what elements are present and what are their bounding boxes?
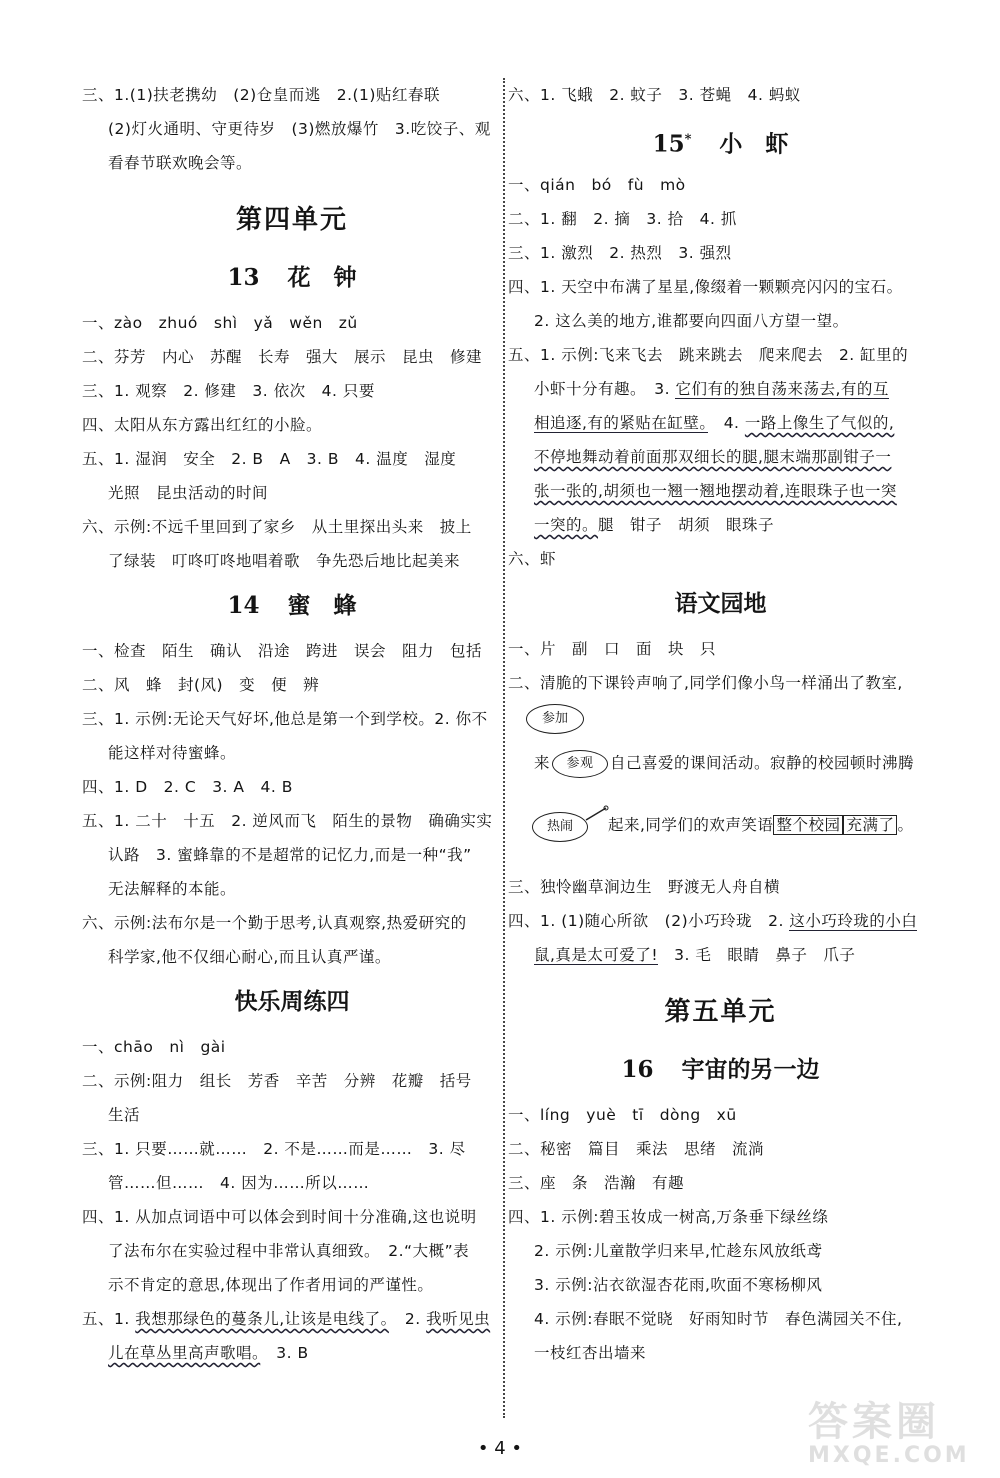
answer-line xyxy=(508,938,933,972)
answer-line: 三、1. 示例:无论天气好坏,他总是第一个到学校。2. 你不 xyxy=(82,710,488,728)
text-fragment: 腿 钳子 胡须 眼珠子 xyxy=(598,516,775,534)
answer-line: 三、1. 观察 2. 修建 3. 依次 4. 只要 xyxy=(82,382,375,400)
word-oval: 参观 xyxy=(552,750,608,778)
answer-line: 六、1. 飞蛾 2. 蚊子 3. 苍蝇 4. 蚂蚁 xyxy=(508,86,801,104)
answer-line xyxy=(82,1302,502,1336)
watermark-logo-text: 答案圈 xyxy=(808,1399,940,1445)
text-fragment: 。 xyxy=(897,816,914,834)
answer-line: 2. 这么美的地方,谁都要向四面八方望一望。 xyxy=(534,312,849,330)
answer-line: 六、示例:不远千里回到了家乡 从土里探出头来 披上 xyxy=(82,518,472,536)
column-divider xyxy=(503,78,505,1418)
answer-line: 四、1. D 2. C 3. A 4. B xyxy=(82,778,293,796)
text-fragment: 起来,同学们的欢声笑语 xyxy=(608,816,774,834)
lesson-number: 13 xyxy=(227,264,260,291)
intro-line: 三、1.(1)扶老携幼 (2)仓皇而逃 2.(1)贴红春联 xyxy=(82,86,440,104)
text-fragment: 五、1. xyxy=(82,1310,136,1328)
answer-line: 六、虾 xyxy=(508,550,557,568)
answer-line: 六、示例:法布尔是一个勤于思考,认真观察,热爱研究的 xyxy=(82,914,467,932)
answer-line: 五、1. 示例:飞来飞去 跳来跳去 爬来爬去 2. 缸里的 xyxy=(508,346,909,364)
answer-line: 一、líng yuè tī dòng xū xyxy=(508,1106,737,1124)
lesson-number: 14 xyxy=(227,592,260,619)
watermark-url: MXQE.COM xyxy=(808,1443,970,1468)
answer-line: 一、zào zhuó shì yǎ wěn zǔ xyxy=(82,314,358,332)
connector-mark xyxy=(584,804,610,824)
text-fragment: 3. B xyxy=(260,1344,309,1362)
answer-line: 二、芬芳 内心 苏醒 长寿 强大 展示 昆虫 修建 xyxy=(82,348,483,366)
underlined-answer: 一突的。 xyxy=(534,516,599,534)
answer-line xyxy=(508,406,933,440)
answer-line: 一、chāo nì gài xyxy=(82,1038,226,1056)
lesson-title: 花 钟 xyxy=(287,264,357,291)
underlined-answer: 相追逐,有的紧贴在缸壁。 xyxy=(534,414,708,432)
text-fragment: 来 xyxy=(534,754,551,772)
answer-line: 二、风 蜂 封(风) 变 便 辨 xyxy=(82,676,320,694)
answer-line: 三、独怜幽草涧边生 野渡无人舟自横 xyxy=(508,878,781,896)
answer-line xyxy=(508,474,933,508)
answer-line: 光照 昆虫活动的时间 xyxy=(108,484,269,502)
text-fragment: 2. xyxy=(388,1310,427,1328)
optional-mark: * xyxy=(684,132,692,147)
underlined-answer: 鼠,真是太可爱了! xyxy=(534,946,659,964)
boxed-word: 充满了 xyxy=(843,815,897,835)
lesson-title: 宇宙的另一边 xyxy=(681,1056,820,1083)
weekly-4-heading: 快乐周练四 xyxy=(234,988,350,1015)
answer-line: 五、1. 湿润 安全 2. B A 3. B 4. 温度 湿度 xyxy=(82,450,457,468)
intro-line: (2)灯火通明、守更待岁 (3)燃放爆竹 3.吃饺子、观 xyxy=(108,120,491,138)
underlined-answer: 不停地舞动着前面那双细长的腿,腿末端那副钳子一 xyxy=(534,448,892,466)
answer-line: 无法解释的本能。 xyxy=(108,880,237,898)
answer-line: 了法布尔在实验过程中非常认真细致。 2.“大概”表 xyxy=(108,1242,470,1260)
answer-line: 了绿装 叮咚叮咚地唱着歌 争先恐后地比起美来 xyxy=(108,552,461,570)
unit-4-title: 第四单元 xyxy=(235,205,348,235)
underlined-answer: 这小巧玲珑的小白 xyxy=(789,912,918,930)
answer-line: 3. 示例:沾衣欲湿杏花雨,吹面不寒杨柳风 xyxy=(534,1276,823,1294)
answer-line xyxy=(508,440,933,474)
answer-line xyxy=(608,808,913,842)
text-fragment: 小虾十分有趣。 3. xyxy=(534,380,676,398)
page-number: • 4 • xyxy=(477,1438,523,1459)
word-choice-diagram xyxy=(508,700,933,870)
text-fragment: 自己喜爱的课间活动。寂静的校园顿时沸腾 xyxy=(610,754,915,772)
lesson-13-heading xyxy=(82,250,502,306)
answer-line xyxy=(82,1336,502,1370)
underlined-answer: 它们有的独自荡来荡去,有的互 xyxy=(675,380,889,398)
answer-line: 三、座 条 浩瀚 有趣 xyxy=(508,1174,685,1192)
lesson-16-heading xyxy=(508,1042,933,1098)
answer-line: 认路 3. 蜜蜂靠的不是超常的记忆力,而是一种“我” xyxy=(108,846,472,864)
answer-line: 一、检查 陌生 确认 沿途 跨进 误会 阻力 包括 xyxy=(82,642,483,660)
answer-line: 四、1. 天空中布满了星星,像缀着一颗颗亮闪闪的宝石。 xyxy=(508,278,903,296)
answer-line xyxy=(508,904,933,938)
lesson-number: 15 xyxy=(652,130,685,158)
answer-line xyxy=(534,746,914,780)
answer-line: 二、1. 翻 2. 摘 3. 拾 4. 抓 xyxy=(508,210,737,228)
answer-line: 科学家,他不仅细心耐心,而且认真严谨。 xyxy=(108,948,391,966)
answer-line: 4. 示例:春眠不觉晓 好雨知时节 春色满园关不住, xyxy=(534,1310,903,1328)
word-oval: 参加 xyxy=(526,704,584,734)
answer-line: 示不肯定的意思,体现出了作者用词的严谨性。 xyxy=(108,1276,434,1294)
answer-line: 一、qián bó fù mò xyxy=(508,176,686,194)
right-column xyxy=(508,78,933,1370)
answer-line: 二、示例:阻力 组长 芳香 辛苦 分辨 花瓣 括号 xyxy=(82,1072,472,1090)
answer-line: 二、清脆的下课铃声响了,同学们像小鸟一样涌出了教室, xyxy=(508,674,903,692)
answer-line: 能这样对待蜜蜂。 xyxy=(108,744,237,762)
site-watermark xyxy=(808,1400,988,1470)
underlined-answer: 儿在草丛里高声歌唱。 xyxy=(108,1344,261,1362)
unit-5-title: 第五单元 xyxy=(664,997,777,1027)
text-fragment: 3. 毛 眼睛 鼻子 爪子 xyxy=(658,946,856,964)
garden-heading: 语文园地 xyxy=(674,590,767,617)
lesson-title: 蜜 蜂 xyxy=(287,592,357,619)
underlined-answer: 我想那绿色的蔓条儿,让该是电线了。 xyxy=(135,1310,389,1328)
intro-line: 看春节联欢晚会等。 xyxy=(108,154,253,172)
lesson-14-heading xyxy=(82,578,502,634)
lesson-title: 小 虾 xyxy=(719,130,789,158)
answer-line: 二、秘密 篇目 乘法 思绪 流淌 xyxy=(508,1140,765,1158)
answer-line: 五、1. 二十 十五 2. 逆风而飞 陌生的景物 确确实实 xyxy=(82,812,493,830)
answer-line: 四、1. 从加点词语中可以体会到时间十分准确,这也说明 xyxy=(82,1208,477,1226)
answer-line: 四、1. 示例:碧玉妆成一树高,万条垂下绿丝绦 xyxy=(508,1208,829,1226)
text-fragment: 四、1. (1)随心所欲 (2)小巧玲珑 2. xyxy=(508,912,790,930)
left-column xyxy=(82,78,502,1370)
answer-line: 一枝红杏出墙来 xyxy=(534,1344,647,1362)
answer-line: 四、太阳从东方露出红红的小脸。 xyxy=(82,416,323,434)
answer-line: 三、1. 激烈 2. 热烈 3. 强烈 xyxy=(508,244,732,262)
underlined-answer: 一路上像生了气似的, xyxy=(744,414,895,432)
word-oval: 热闹 xyxy=(532,812,588,842)
answer-line xyxy=(508,372,933,406)
answer-line: 生活 xyxy=(108,1106,141,1124)
lesson-number: 16 xyxy=(621,1056,654,1083)
answer-line: 三、1. 只要……就…… 2. 不是……而是…… 3. 尽 xyxy=(82,1140,466,1158)
answer-line: 一、片 副 口 面 块 只 xyxy=(508,640,717,658)
underlined-answer: 张一张的,胡须也一翘一翘地摆动着,连眼珠子也一突 xyxy=(534,482,897,500)
answer-line xyxy=(508,508,933,542)
underlined-answer: 我听见虫 xyxy=(426,1310,491,1328)
answer-line: 管……但…… 4. 因为……所以…… xyxy=(108,1174,370,1192)
answer-line: 2. 示例:儿童散学归来早,忙趁东风放纸鸢 xyxy=(534,1242,823,1260)
boxed-word: 整个校园 xyxy=(773,815,843,835)
lesson-15-heading xyxy=(508,112,933,168)
text-fragment: 4. xyxy=(707,414,745,432)
